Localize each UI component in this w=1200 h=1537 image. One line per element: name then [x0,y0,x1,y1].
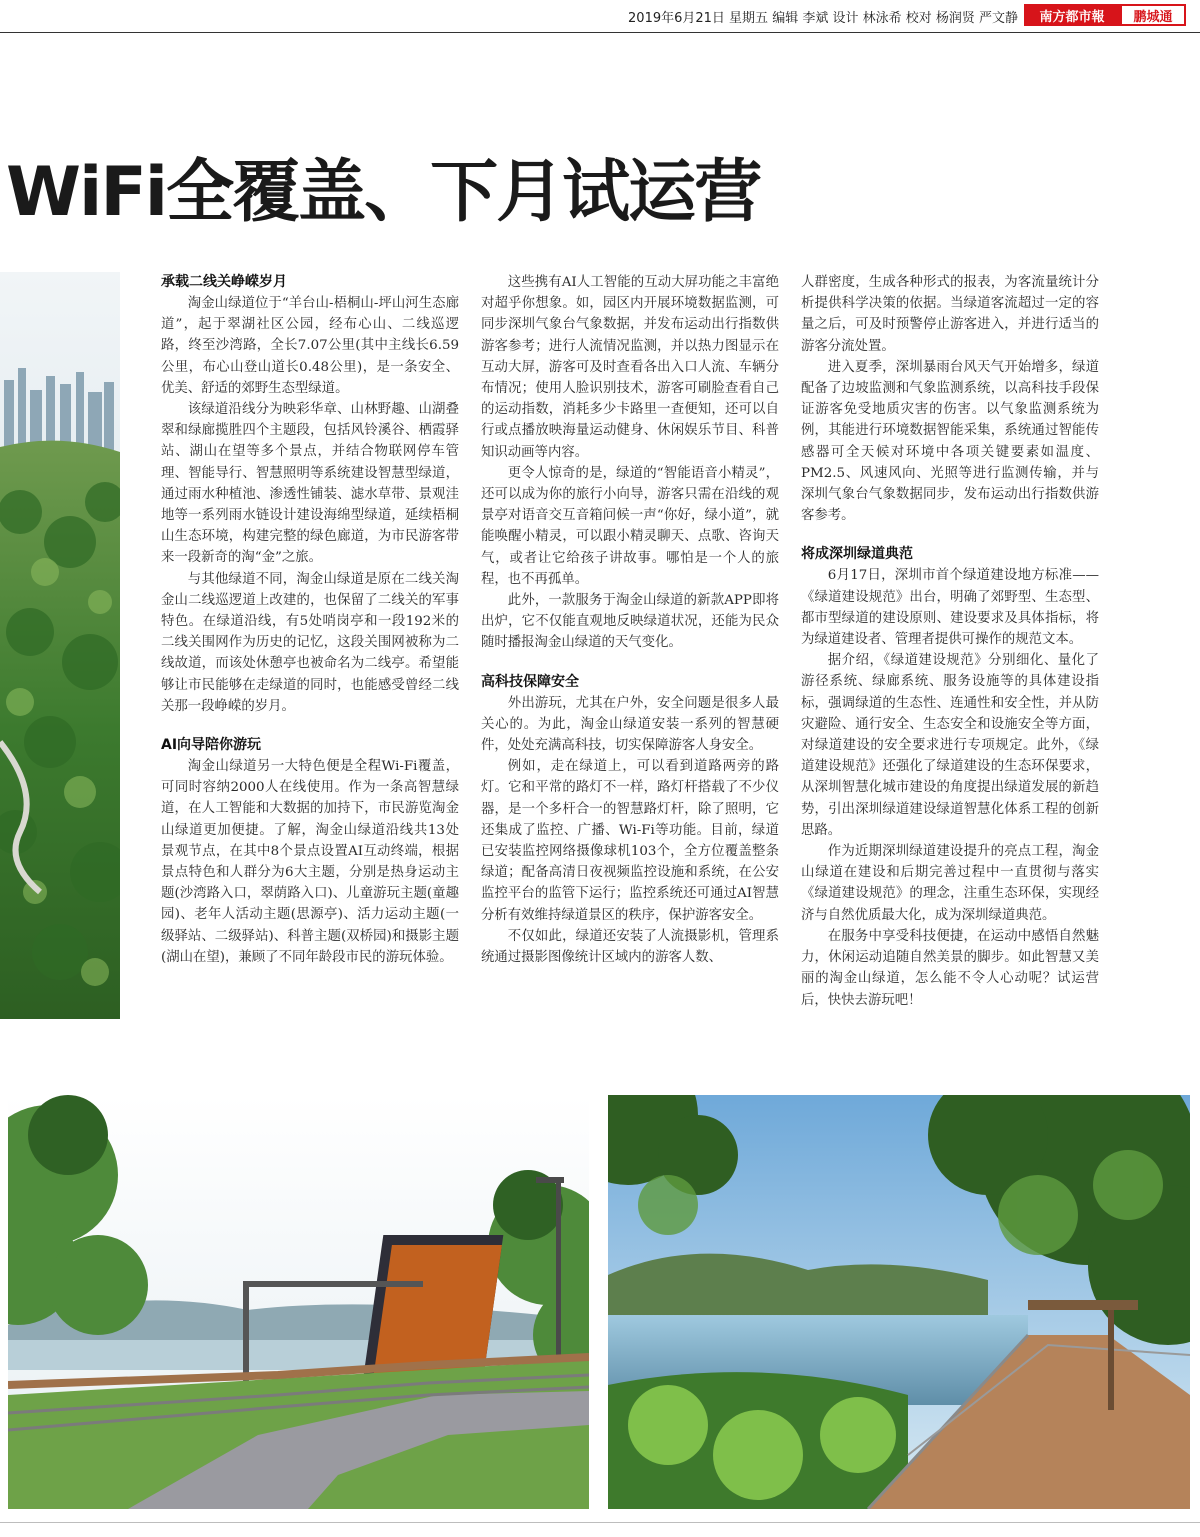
paragraph: 这些携有AI人工智能的互动大屏功能之丰富绝对超乎你想象。如，园区内开展环境数据监测，可同步深圳气象台气象数据，并发布运动出行指数供游客参考；进行人流情况监测，并以热力图显示在互动大屏，游客可及时查看各出入口人流、车辆分布情况；使用人脸识别技术，游客可刷脸查看自己的运动指数，消耗多少卡路里一查便知，还可以自行或点播放映海量运动健身、休闲娱乐节目、科普知识动画等内容。 [481,275,779,460]
paragraph: 据介绍，《绿道建设规范》分别细化、量化了游径系统、绿廊系统、服务设施等的具体建设指标，强调绿道的生态性、连通性和安全性，并从防灾避险、通行安全、生态安全和设施安全等方面，对绿道建设的安全要求进行专项规定。此外，《绿道建设规范》还强化了绿道建设的生态环保要求，从深圳智慧化城市建设的角度提出绿道发展的新趋势，引出深圳绿道建设绿道智慧化体系工程的创新思路。 [801,653,1099,838]
paragraph: 此外，一款服务于淘金山绿道的新款APP即将出炉，它不仅能直观地反映绿道状况，还能为民众随时播报淘金山绿道的天气变化。 [481,593,779,651]
subhead-security: 高科技保障安全 [481,673,579,690]
photo-lake-boardwalk [608,1095,1190,1509]
page-header [0,0,1200,33]
section-spacer [481,654,779,672]
photo-city-forest [0,272,120,1019]
paragraph: 6月17日，深圳市首个绿道建设地方标准——《绿道建设规范》出台，明确了郊野型、生态型、都市型绿道的建设原则、建设要求及具体指标，将为绿道建设者、管理者提供可操作的规范文本。 [801,568,1099,648]
paragraph: 进入夏季，深圳暴雨台风天气开始增多，绿道配备了边坡监测和气象监测系统，以高科技手段保证游客免受地质灾害的伤害。以气象监测系统为例，其能进行环境数据智能采集，系统通过智能传感器可全天候对环境中各项关键要素如温度、PM2.5、风速风向、光照等进行监测传输，并与深圳气象台气象数据同步，发布运动出行指数供游客参考。 [801,359,1099,524]
paragraph: 例如，走在绿道上，可以看到道路两旁的路灯。它和平常的路灯不一样，路灯杆搭载了不少仪器，是一个多杆合一的智慧路灯杆，除了照明，它还集成了监控、广播、Wi-Fi等功能。目前，绿道已安装监控网络摄像球机103个，全方位覆盖整条绿道；配备高清日夜视频监控设施和系统，在公安监控平台的监管下运行；监控系统还可通过AI智慧分析有效维持绿道景区的秩序，保护游客安全。 [481,759,779,923]
paragraph: 更令人惊奇的是，绿道的“智能语音小精灵”，还可以成为你的旅行小向导，游客只需在沿线的观景亭对语音交互音箱问候一声“你好，绿小道”，就能唤醒小精灵，可以跟小精灵聊天、点歌、咨询天气，或者让它给孩子讲故事。哪怕是一个人的旅程，也不再孤单。 [481,465,779,587]
subhead-history: 承载二线关峥嵘岁月 [161,274,287,290]
newspaper-masthead [1024,4,1192,26]
article-column-1 [161,272,459,968]
paragraph: 与其他绿道不同，淘金山绿道是原在二线关淘金山二线巡逻道上改建的，也保留了二线关的军事特色。在绿道沿线，有5处哨岗亭和一段192米的二线关围网作为历史的记忆，这段关围网被称为二线故道，而该处休憩亭也被命名为二线亭。希望能够让市民能够在走绿道的同时，也能感受曾经二线关那一段峥嵘的岁月。 [161,571,459,714]
section-name: 鹏城通 [1120,4,1186,26]
subhead-model: 将成深圳绿道典范 [801,546,913,563]
article-column-3 [801,272,1099,1011]
brand-name: 南方都市報 [1024,4,1120,26]
paragraph: 人群密度，生成各种形式的报表，为客流量统计分析提供科学决策的依据。当绿道客流超过一定的容量之后，可及时预警停止游客进入，并进行适当的游客分流处置。 [801,275,1099,354]
subhead-ai-guide: AI向导陪你游玩 [161,737,262,754]
paragraph: 该绿道沿线分为映彩华章、山林野趣、山湖叠翠和绿廊揽胜四个主题段，包括风铃溪谷、栖霞驿站、湖山在望等多个景点，并结合物联网停车管理、智能导行、智慧照明等系统建设智慧型绿道，通过雨水种植池、渗透性铺装、滤水草带、景观洼地等一系列雨水链设计建设海绵型绿道，延续梧桐山生态环境，构建完整的绿色廊道，为市民游客带来一段新奇的淘“金”之旅。 [161,402,459,566]
header-date-line: 2019年6月21日 星期五 编辑 李斌 设计 林泳希 校对 杨润贤 严文静 [628,11,1018,26]
headline: WiFi全覆盖、下月试运营 [6,153,761,232]
paragraph: 在服务中享受科技便捷，在运动中感悟自然魅力，休闲运动追随自然美景的脚步。如此智慧又美丽的淘金山绿道，怎么能不令人心动呢？试运营后，快快去游玩吧！ [801,928,1099,1008]
photo-pavilion-walkway [8,1095,589,1509]
page-bottom-rule [0,1522,1200,1523]
paragraph: 淘金山绿道另一大特色便是全程Wi-Fi覆盖，可同时容纳2000人在线使用。作为一条高智慧绿道，在人工智能和大数据的加持下，市民游览淘金山绿道更加便捷。了解，淘金山绿道沿线共13处景观节点，在其中8个景点设置AI互动终端，根据景点特色和人群分为6大主题，分别是热身运动主题(沙湾路入口，翠荫路入口)、儿童游玩主题(童趣园)、老年人活动主题(思源亭)、活力运动主题(一级驿站、二级驿站)、科普主题(双桥园)和摄影主题(湖山在望)，兼顾了不同年龄段市民的游玩体验。 [161,759,459,965]
paragraph: 作为近期深圳绿道建设提升的亮点工程，淘金山绿道在建设和后期完善过程中一直贯彻与落实《绿道建设规范》的理念，注重生态环保，实现经济与自然优质最大化，成为深圳绿道典范。 [801,844,1099,923]
article-column-2 [481,272,779,968]
section-spacer [161,717,459,735]
section-spacer [801,526,1099,544]
paragraph: 不仅如此，绿道还安装了人流摄影机，管理系统通过摄影图像统计区域内的游客人数、 [481,928,779,966]
paragraph: 淘金山绿道位于“羊台山-梧桐山-坪山河生态廊道”，起于翠湖社区公园，经布心山、二线巡逻路，终至沙湾路，全长7.07公里(其中主线长6.59公里，布心山登山道长0.48公里)，是一条安全、优美、舒适的郊野生态型绿道。 [161,296,459,396]
paragraph: 外出游玩，尤其在户外，安全问题是很多人最关心的。为此，淘金山绿道安装一系列的智慧硬件，处处充满高科技，切实保障游客人身安全。 [481,695,779,754]
